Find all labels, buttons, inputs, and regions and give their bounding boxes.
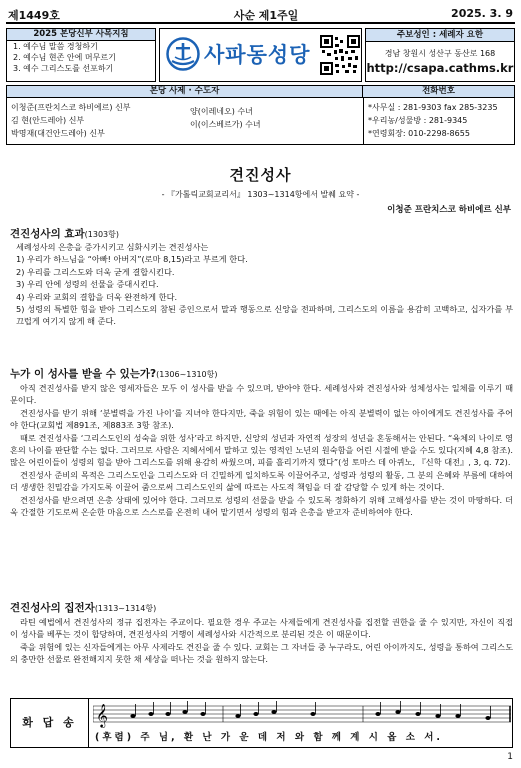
section-title: 견진성사의 효과 <box>10 228 85 240</box>
patron-saint: 주보성인 : 세례자 요한 <box>366 29 514 42</box>
section-heading <box>10 226 119 241</box>
priest-name: 박명재(대건안드레아) 신부 <box>11 129 105 138</box>
section-ref: (1303항) <box>84 230 119 239</box>
patron-saint-box <box>365 28 515 82</box>
section-title: 견진성사의 집전자 <box>10 602 95 614</box>
nun-name: 이(이스베르가) 수녀 <box>190 120 261 129</box>
section-ref: (1306~1310항) <box>156 370 218 379</box>
qr-code-icon[interactable] <box>320 35 360 75</box>
article-title: 견진성사 <box>229 166 292 184</box>
motto-item: 3. 예수 그리스도를 선포하기 <box>13 64 114 73</box>
nun-name: 양(이레네오) 수녀 <box>190 107 253 116</box>
psalm-lyrics: (후렴) 주 님, 환 난 가 운 데 저 와 함 께 계 시 옵 소 서. <box>95 732 444 743</box>
section-body <box>10 382 513 518</box>
paragraph: 때로 견진성사를 ‘그리스도인의 성숙을 위한 성사’라고 하지만, 신앙의 성년과 자연적 성장의 성년을 혼동해서는 안된다. “육체의 나이로 영혼의 나이를 판단할 수는 없다. 그러므로 사람은 지혜서에서 말하고 있는 영적인 노년의 원숙함을 어린 시절에 받을 수도 있다(지혜 4,8 참조). 많은 어린이들이 성령의 힘을 받아 그리스도를 위해 용감히 싸웠으며, 피를 흘리기까지 했다”(성 토마스 데 아퀴노, 『신학 대전』, 3, q. 72). <box>10 432 513 468</box>
paragraph: 세례성사의 은총을 증가시키고 심화시키는 견진성사는 <box>16 242 209 252</box>
phone-heading: 전화번호 <box>363 86 514 98</box>
section-title: 누가 이 성사를 받을 수 있는가? <box>10 368 157 380</box>
priest-list <box>11 101 131 140</box>
page-number: 1 <box>507 752 513 762</box>
paragraph: 3) 우리 안에 성령의 선물을 증대시킨다. <box>16 279 159 290</box>
staff-divider <box>363 98 364 144</box>
psalm-label: 화 답 송 <box>11 699 89 747</box>
liturgical-season: 사순 제1주일 <box>233 9 299 22</box>
responsorial-psalm <box>10 698 513 748</box>
issue-number: 제1449호 <box>8 9 60 22</box>
issue-date: 2025. 3. 9 <box>451 7 513 20</box>
priest-name: 이청준(프란치스코 하비에르) 신부 <box>11 103 131 112</box>
phone-shop: *우리농/성물방 : 281-9345 <box>368 116 468 125</box>
pastoral-motto <box>6 28 156 82</box>
section-body <box>10 616 513 666</box>
paragraph: 아직 견진성사를 받지 않은 영세자들은 모두 이 성사를 받을 수 있으며, 받아야 한다. 세례성사와 견진성사와 성체성사는 일체를 이루기 때문이다. <box>10 383 513 406</box>
section-heading <box>10 600 156 615</box>
phone-office: *사무실 : 281-9303 fax 285-3235 <box>368 103 498 112</box>
priest-name: 김 현(안드레아) 신부 <box>11 116 85 125</box>
nun-list <box>190 105 261 131</box>
phone-funeral: *연령회장: 010-2298-8655 <box>368 129 470 138</box>
parish-name: 사파동성당 <box>204 43 311 67</box>
paragraph: 5) 성령의 특별한 힘을 받아 그리스도의 참된 증인으로서 말과 행동으로 신앙을 전파하며, 그리스도의 이름을 용감히 고백하고, 십자가를 부끄럽게 여기지 않게 해 준다. <box>16 304 513 327</box>
paragraph: 2) 우리를 그리스도와 더욱 굳게 결합시킨다. <box>16 266 175 277</box>
paragraph: 라틴 예법에서 견진성사의 정규 집전자는 주교이다. 필요한 경우 주교는 사제들에게 견진성사를 집전할 권한을 줄 수 있지만, 자신이 직접 이 성사를 베푸는 것이 합당하며, 견진성사의 거행이 세례성사와 시간적으로 분리된 것은 이 때문이다. <box>10 617 513 640</box>
article-subtitle: - 『가톨릭교회교리서』 1303~1314항에서 발췌 요약 - <box>161 190 360 199</box>
paragraph: 4) 우리와 교회의 결합을 더욱 완전하게 한다. <box>16 291 178 302</box>
motto-item: 2. 예수님 현존 안에 머무르기 <box>13 53 116 62</box>
motto-title: 2025 본당신부 사목지침 <box>7 29 155 41</box>
paragraph: 죽을 위험에 있는 신자들에게는 아무 사제라도 견진을 줄 수 있다. 교회는 그 자녀들 중 누구라도, 어린 아이까지도, 성령을 통하여 그리스도의 충만한 선물로 완전해지지 못한 채 세상을 떠나는 것을 원하지 않는다. <box>10 641 513 665</box>
parish-logo <box>159 28 362 82</box>
bulletin-page <box>6 4 515 762</box>
motto-item: 1. 예수님 말씀 경청하기 <box>13 42 98 51</box>
section-body <box>10 241 513 328</box>
svg-text:𝄞: 𝄞 <box>96 703 108 727</box>
paragraph: 1) 우리가 하느님을 “아빠! 아버지”(로마 8,15)라고 부르게 한다. <box>16 254 248 265</box>
parish-address: 경남 창원시 성산구 동산로 168 <box>384 49 496 58</box>
paragraph: 견진성사 준비의 목적은 그리스도인을 그리스도와 더 긴밀하게 일치하도록 이끌어주고, 성령과 성령의 활동, 그 분의 은혜와 부름에 대하여 더 생생한 친밀감을 가지도록 이끌어 줌으로써 그리스도인의 삶에 따르는 사도적 책임을 더 잘 감당할 수 있게 하는 것이다. <box>10 469 513 493</box>
masthead <box>6 28 515 82</box>
paragraph: 견진성사를 받기 위해 ‘분별력을 가진 나이’를 지녀야 한다지만, 죽을 위험이 있는 때에는 아직 분별력이 없는 아이에게도 견진성사를 주어야 한다(교회법 제891조, 제883조 3항 참조). <box>10 407 513 431</box>
phone-list <box>368 101 498 140</box>
paragraph: 견진성사를 받으려면 은총 상태에 있어야 한다. 그러므로 성령의 선물을 받을 수 있도록 정화하기 위해 고해성사를 받는 것이 마땅하다. 더욱 간절한 기도로써 온순한 마음으로 스스로를 온전히 내어 맡기면서 성령의 힘과 은총을 받고자 준비하여야 한다. <box>10 494 513 518</box>
section-heading <box>10 366 218 381</box>
parish-emblem-icon <box>166 37 200 71</box>
music-staff-icon <box>93 701 511 731</box>
article-author: 이청준 프란치스코 하비에르 신부 <box>387 205 511 215</box>
staff-directory <box>6 85 515 145</box>
parish-website-link[interactable]: http://csapa.cathms.kr <box>366 61 514 75</box>
section-ref: (1313~1314항) <box>94 604 157 613</box>
top-header <box>6 4 515 24</box>
staff-heading: 본당 사제 · 수도자 <box>7 86 363 98</box>
